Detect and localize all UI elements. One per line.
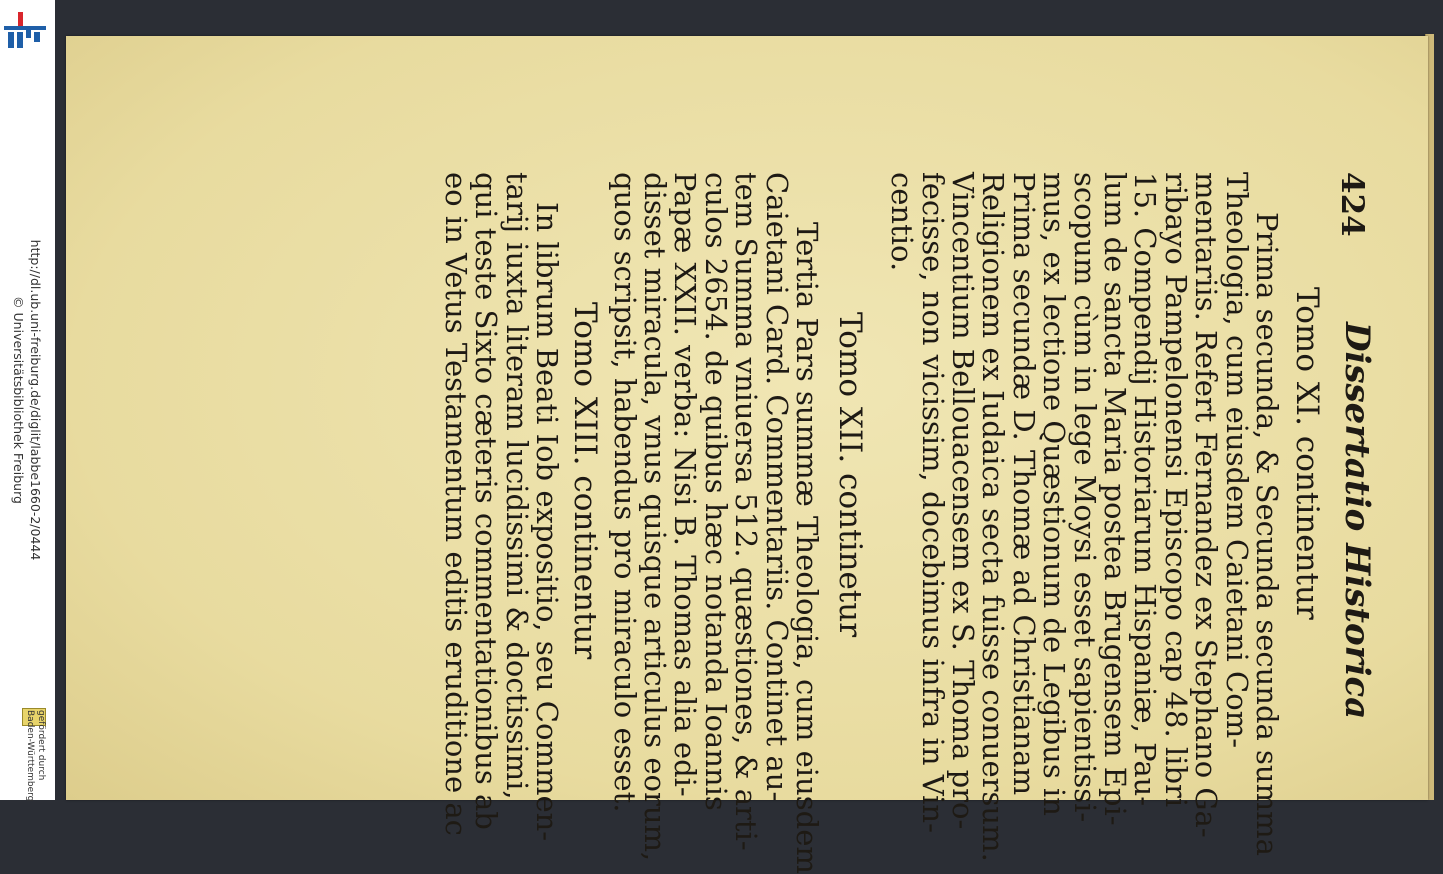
text-line: 15. Compendij Historiarum Hispaniæ, Pau- bbox=[1128, 172, 1163, 807]
text-line: Theologia, cum eiusdem Caietani Com- bbox=[1219, 172, 1254, 748]
text-line: scopum cùm in lege Moysi esset sapientissi- bbox=[1067, 172, 1102, 823]
text-line: tarij iuxta literam lucidissimi & doctissimi, bbox=[499, 172, 534, 800]
text-line: quos scripsit, habendus pro miraculo esset. bbox=[607, 172, 642, 813]
funder-notice bbox=[24, 710, 46, 801]
text-line: mus, ex lectione Quæstionum de Legibus in bbox=[1037, 172, 1072, 816]
source-citation bbox=[10, 240, 44, 561]
text-line: culos 2654. de quibus hæc notanda Ioannis bbox=[698, 172, 733, 811]
viewer-sidebar bbox=[0, 0, 55, 800]
text-line: qui teste Sixto cæteris commentationibus ab bbox=[469, 172, 504, 830]
funder-line-1: gefördert durch bbox=[36, 710, 46, 781]
text-line: Prima secundæ D. Thomæ ad Christianam bbox=[1006, 172, 1041, 796]
text-line: Religionem ex Iudaica secta fuisse conuersum. bbox=[976, 172, 1011, 862]
text-line: Papæ XXII. verba: Nisi B. Thomas alia edi- bbox=[668, 172, 703, 797]
source-url-link[interactable]: http://dl.ub.uni-freiburg.de/diglit/labbe1660-2/0444 bbox=[28, 239, 43, 561]
text-line: Prima secunda, & Secunda secunda summa bbox=[1250, 212, 1284, 856]
text-line: Caietani Card. Commentariis. Continet au- bbox=[759, 172, 794, 802]
text-line: lum de sancta Maria postea Brugensem Epi- bbox=[1098, 172, 1132, 826]
funder-line-2: Baden-Württemberg bbox=[25, 710, 35, 802]
page-text-block bbox=[190, 172, 1377, 874]
text-line: eo in Vetus Testamentum editis eruditione ac bbox=[438, 172, 473, 836]
university-logo-icon bbox=[4, 10, 46, 52]
text-line: mentariis. Refert Fernandez ex Stephano Ga- bbox=[1189, 172, 1224, 838]
text-line: centio. bbox=[885, 172, 920, 272]
text-line: ribayo Pampelonensi Episcopo cap 48. libri bbox=[1158, 172, 1193, 808]
section1-heading: Tomo XI. continentur bbox=[1289, 287, 1325, 620]
text-line: tem Summa vniuersa 512. quæstiones, & arti- bbox=[729, 172, 764, 851]
page-number: 424 bbox=[1334, 172, 1370, 237]
text-line: Tertia Pars summæ Theologia, cum eiusdem bbox=[790, 222, 824, 874]
running-title: Dissertatio Historica bbox=[1337, 322, 1377, 720]
text-line: Vincentium Bellouacensem ex S. Thoma pro- bbox=[946, 172, 980, 830]
copyright-notice: © Universitätsbibliothek Freiburg bbox=[11, 296, 26, 504]
text-line: In librum Beati Iob expositio, seu Commen- bbox=[530, 202, 564, 842]
section2-heading: Tomo XII. continetur bbox=[832, 312, 868, 638]
section3-heading: Tomo XIII. continentur bbox=[567, 302, 603, 660]
text-line: fecisse, non vicissim, docebimus infra in Vin- bbox=[915, 172, 950, 833]
text-line: disset miracula, vnus quisque articulus eorum, bbox=[638, 172, 672, 862]
